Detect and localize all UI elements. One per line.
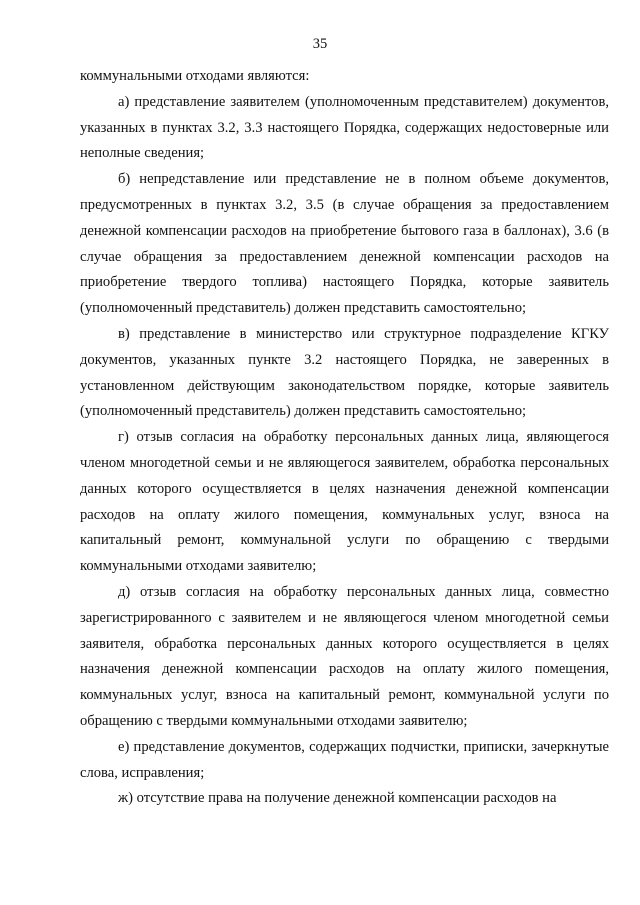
paragraph-continuation: коммунальными отходами являются:: [80, 68, 310, 84]
paragraph-item-e: е) представление документов, содержащих подчистки, приписки, зачеркнутые слова, исправления;: [80, 738, 609, 781]
document-body: [80, 64, 609, 812]
page-number: 35: [312, 36, 328, 52]
paragraph-item-zh: ж) отсутствие права на получение денежной компенсации расходов на: [118, 790, 557, 807]
paragraph-item-a: а) представление заявителем (уполномоченным представителем) документов, указанных в пунктах 3.2, 3.3 настоящего Порядка, содержащих недостоверные или неполные сведения;: [80, 93, 609, 162]
paragraph-item-v: в) представление в министерство или структурное подразделение КГКУ документов, указанных пункте 3.2 настоящего Порядка, не заверенных в установленном действующим законодательством порядке, которые заявитель (уполномоченный представитель) должен представить самостоятельно;: [80, 325, 609, 420]
paragraph-item-d: д) отзыв согласия на обработку персональных данных лица, совместно зарегистрированного с заявителем и не являющегося членом многодетной семьи заявителя, обработка персональных данных которого осуществляется в целях назначения денежной компенсации расходов на оплату жилого помещения, коммунальных услуг, взноса на капитальный ремонт, коммунальной услуги по обращению с твердыми коммунальными отходами заявителю;: [80, 583, 609, 729]
paragraph-item-b: б) непредставление или представление не в полном объеме документов, предусмотренных в пунктах 3.2, 3.5 (в случае обращения за предоставлением денежной компенсации расходов на приобретение бытового газа в баллонах), 3.6 (в случае обращения за предоставлением денежной компенсации расходов на приобретение твердого топлива) настоящего Порядка, которые заявитель (уполномоченный представитель) должен представить самостоятельно;: [80, 171, 609, 317]
paragraph-item-g: г) отзыв согласия на обработку персональных данных лица, являющегося членом многодетной семьи и не являющегося заявителем, обработка персональных данных которого осуществляется в целях назначения денежной компенсации расходов на оплату жилого помещения, коммунальных услуг, взноса на капитальный ремонт, коммунальной услуги по обращению с твердыми коммунальными отходами заявителю;: [80, 429, 609, 575]
